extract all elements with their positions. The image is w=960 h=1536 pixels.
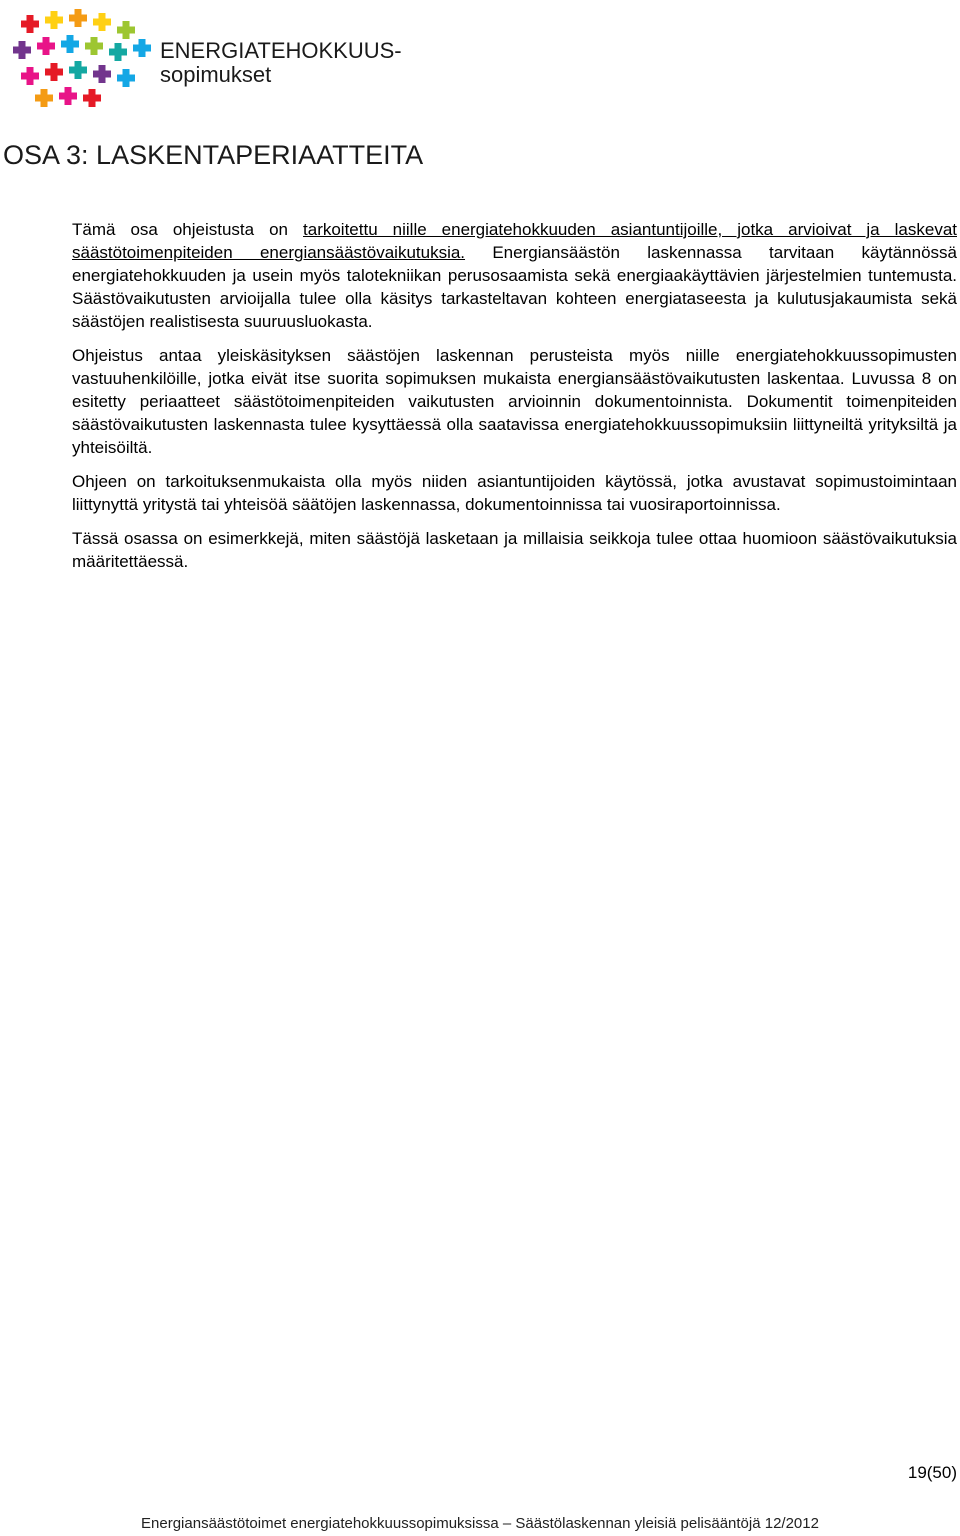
document-body: [72, 218, 957, 584]
logo-cross-shape: [45, 11, 63, 29]
logo-cross-shape: [83, 89, 101, 107]
logo-cross-shape: [133, 39, 151, 57]
multicolor-plus-grid-icon: [8, 2, 153, 112]
logo-cross-shape: [69, 61, 87, 79]
logo-cross-shape: [117, 69, 135, 87]
logo-cross-shape: [85, 37, 103, 55]
page-number: 19(50): [907, 1463, 957, 1482]
logo-cross-shape: [13, 41, 31, 59]
logo-cross-shape: [69, 9, 87, 27]
logo-cross-shape: [93, 65, 111, 83]
page-title: OSA 3: LASKENTAPERIAATTEITA: [3, 140, 424, 170]
paragraph-2: Ohjeistus antaa yleiskäsityksen säästöjen laskennan perusteista myös niille energiatehokkuussopimusten vastuuhenkilöille, jotka eivät itse suorita sopimuksen mukaista energiansäästövaikutusten laskentaa. Luvussa 8 on esitetty periaatteet säästötoimenpiteiden vaikutusten arvioinnin dokumentoinnista. Dokumentit toimenpiteiden säästövaikutusten laskennasta tulee kysyttäessä olla saatavissa energiatehokkuussopimuksiin liittyneiltä yrityksiltä ja yhteisöiltä.: [72, 346, 957, 457]
logo-text-line1: ENERGIATEHOKKUUS-: [160, 38, 402, 63]
logo-cross-shape: [21, 67, 39, 85]
paragraph-1-rest: Energiansäästön laskennassa tarvitaan käytännössä energiatehokkuuden ja usein myös talotekniikan perusosaamista sekä energiaakäyttävien järjestelmien tuntemusta. Säästövaikutusten arvioijalla tulee olla käsitys tarkasteltavan kohteen energiataseesta ja kulutusjakaumista sekä säästöjen realistisesta suuruusluokasta.: [72, 243, 957, 331]
logo-cross-shape: [117, 21, 135, 39]
paragraph-1-lead: Tämä osa ohjeistusta on: [72, 220, 304, 239]
logo-cross-shape: [45, 63, 63, 81]
logo: [8, 2, 408, 112]
paragraph-1: [72, 218, 957, 333]
paragraph-3: Ohjeen on tarkoituksenmukaista olla myös niiden asiantuntijoiden käytössä, jotka avustavat sopimustoimintaan liittynyttä yritystä tai yhteisöä säätöjen laskennassa, dokumentoinnissa tai vuosiraportoinnissa.: [72, 472, 957, 514]
page-footer: Energiansäästötoimet energiatehokkuussopimuksissa – Säästölaskennan yleisiä pelisääntöjä 12/2012: [141, 1515, 819, 1532]
logo-text-line2: sopimukset: [160, 62, 272, 87]
logo-cross-shape: [61, 35, 79, 53]
logo-cross-shape: [93, 13, 111, 31]
logo-cross-shape: [37, 37, 55, 55]
paragraph-1-underlined: tarkoitettu niille energiatehokkuuden asiantuntijoille, jotka arvioivat ja laskevat säästötoimenpiteiden energiansäästövaikutuksia.: [72, 220, 957, 262]
logo-cross-shape: [109, 43, 127, 61]
logo-cross-shape: [59, 87, 77, 105]
logo-cross-shape: [35, 89, 53, 107]
logo-cross-shape: [21, 15, 39, 33]
paragraph-4: Tässä osassa on esimerkkejä, miten säästöjä lasketaan ja millaisia seikkoja tulee ottaa huomioon säästövaikutuksia määritettäessä.: [72, 529, 957, 571]
